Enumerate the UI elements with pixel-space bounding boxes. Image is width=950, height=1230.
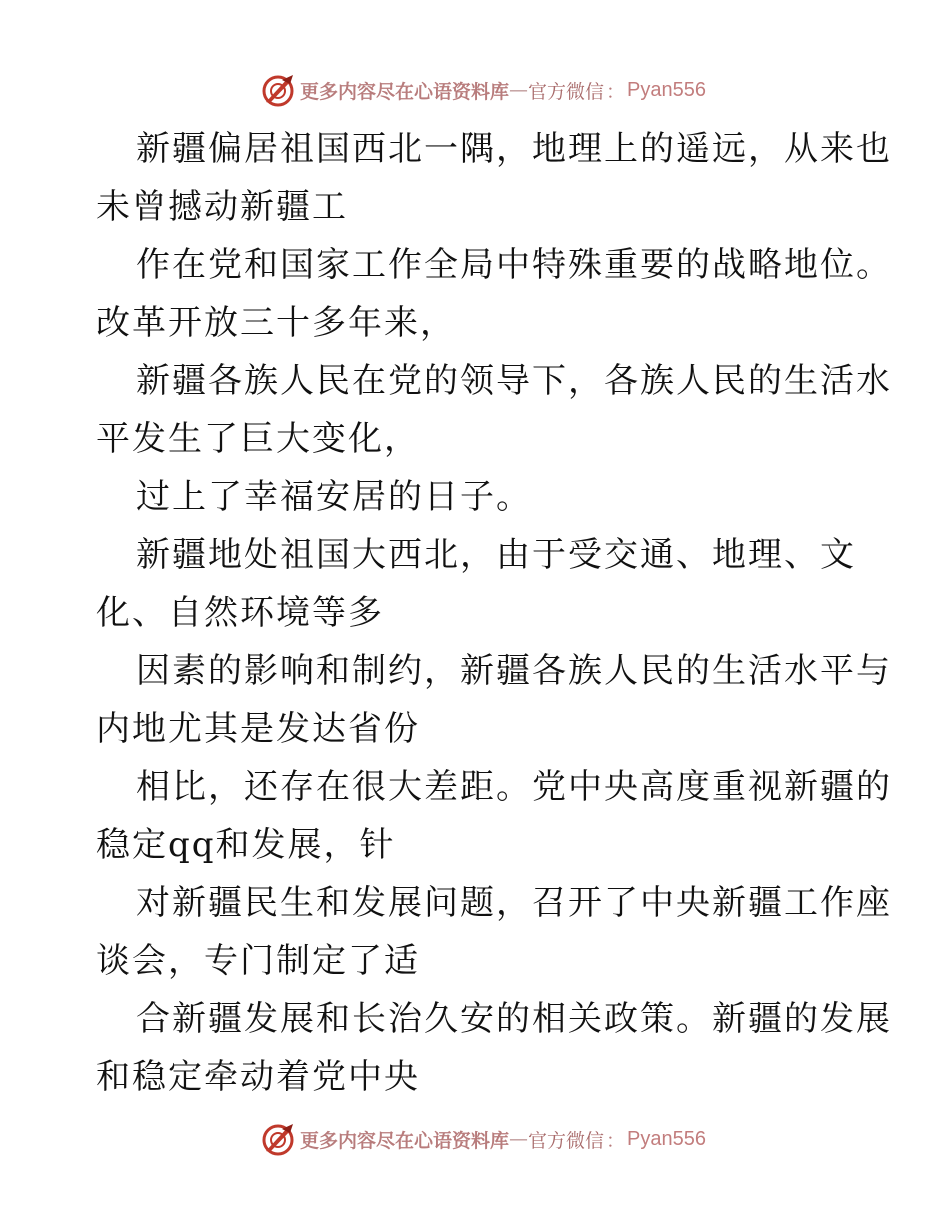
body-line-17: 和稳定牵动着党中央: [96, 1057, 420, 1097]
document-body: [96, 120, 892, 1106]
body-line-14: 对新疆民生和发展问题，召开了中央新疆工作座: [136, 883, 892, 923]
body-line-16: 合新疆发展和长治久安的相关政策。新疆的发展: [136, 999, 892, 1039]
body-line-5: 新疆各族人民在党的领导下，各族人民的生活水: [136, 361, 892, 401]
body-line-2: 未曾撼动新疆工: [96, 187, 348, 227]
body-line-6: 平发生了巨大变化，: [96, 419, 420, 459]
body-line-1: 新疆偏居祖国西北一隅，地理上的遥远，从来也: [136, 129, 892, 169]
header-banner-inner: [260, 72, 706, 108]
quill-logo-icon: [260, 1121, 296, 1157]
quill-logo-icon: [260, 72, 296, 108]
banner-colon: ：: [606, 1129, 626, 1152]
footer-banner-inner: [260, 1121, 706, 1157]
body-line-13: 稳定qq和发展，针: [96, 825, 396, 865]
body-line-3: 作在党和国家工作全局中特殊重要的战略地位。: [136, 245, 892, 285]
body-line-4: 改革开放三十多年来，: [96, 303, 456, 343]
header-banner: [0, 70, 950, 110]
body-line-8: 新疆地处祖国大西北，由于受交通、地理、文: [136, 535, 856, 575]
footer-banner: [0, 1119, 950, 1159]
body-line-11: 内地尤其是发达省份: [96, 709, 420, 749]
banner-wechat-label: 官方微信: [528, 80, 605, 103]
body-line-15: 谈会，专门制定了适: [96, 941, 420, 981]
body-line-7: 过上了幸福安居的日子。: [136, 477, 532, 517]
body-line-12: 相比，还存在很大差距。党中央高度重视新疆的: [136, 767, 892, 807]
banner-slogan: 更多内容尽在心语资料库: [299, 1129, 509, 1152]
banner-dash: —: [509, 79, 528, 101]
banner-slogan: 更多内容尽在心语资料库: [299, 80, 509, 103]
banner-wechat-label: 官方微信: [528, 1129, 605, 1152]
banner-colon: ：: [606, 80, 626, 103]
body-line-9: 化、自然环境等多: [96, 593, 384, 633]
banner-dash: —: [509, 1128, 528, 1150]
banner-wechat-id: Pyan556: [627, 1127, 706, 1150]
body-line-10: 因素的影响和制约，新疆各族人民的生活水平与: [136, 651, 892, 691]
banner-wechat-id: Pyan556: [627, 78, 706, 101]
